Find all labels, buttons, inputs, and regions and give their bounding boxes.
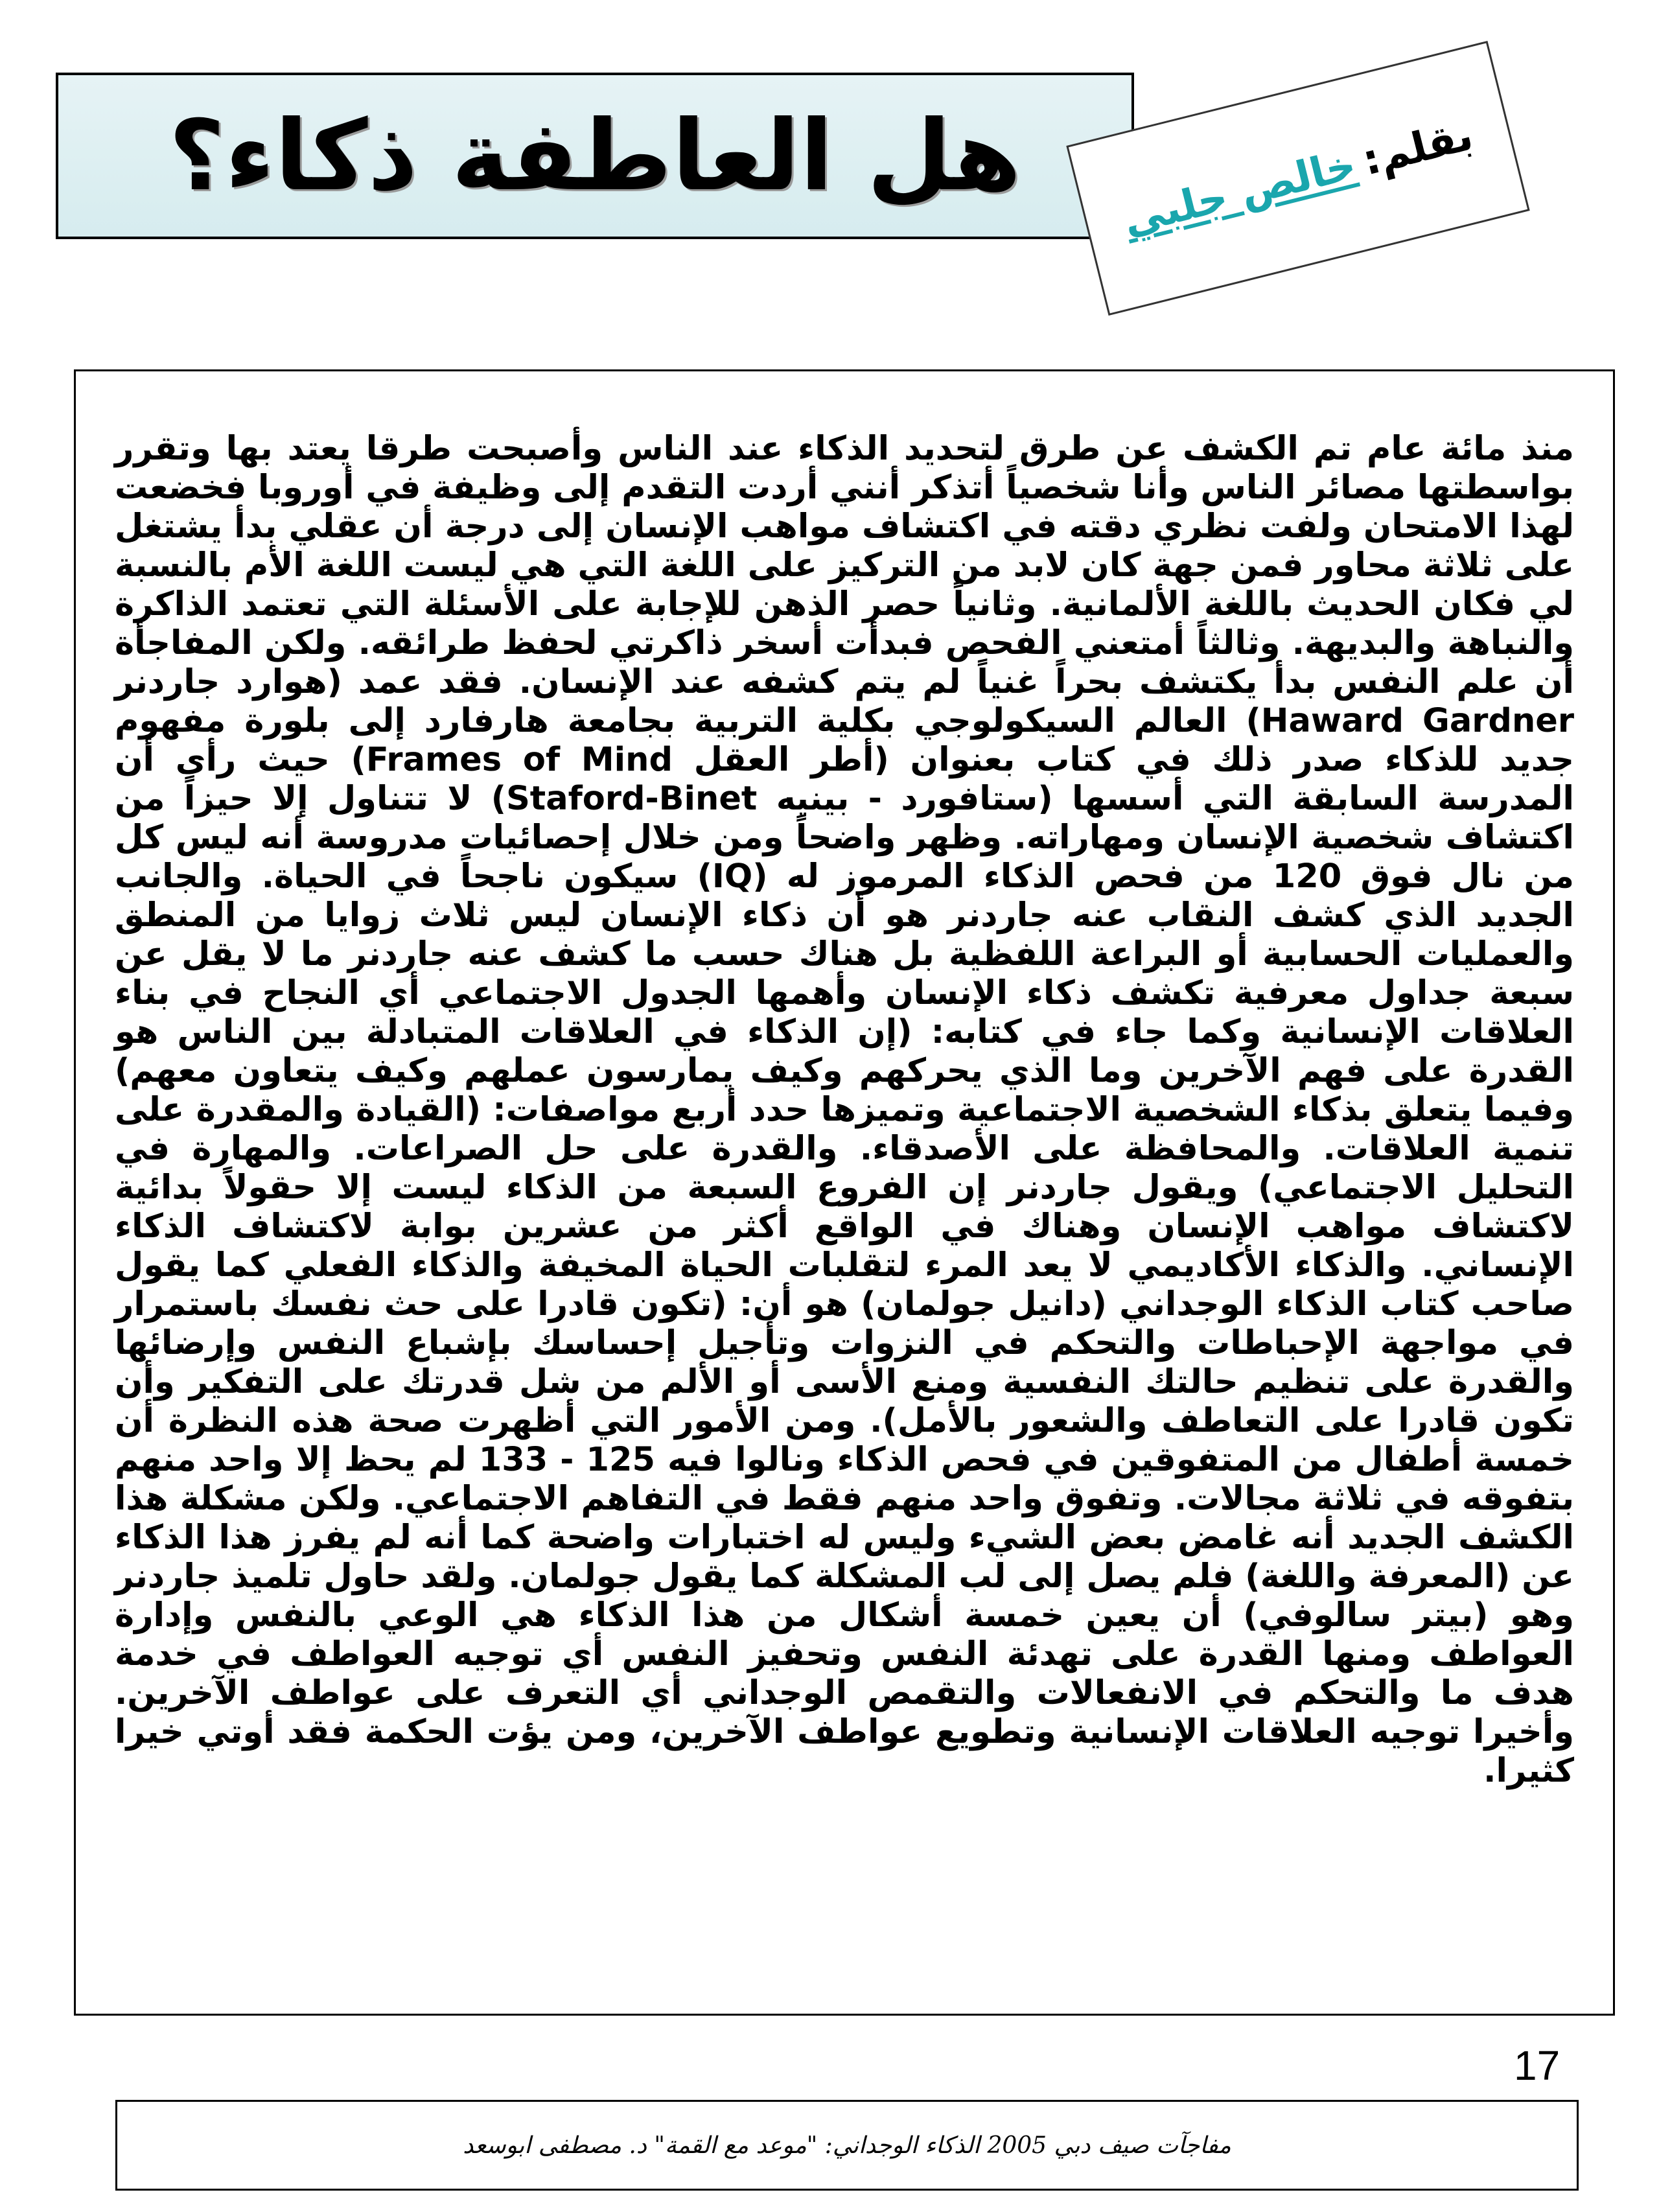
footer-frame — [115, 2100, 1579, 2191]
byline-label: بقلم: — [1358, 111, 1478, 185]
byline — [1119, 111, 1478, 245]
page-number: 17 — [1514, 2042, 1560, 2089]
page-title: هل العاطفة ذكاء؟ — [168, 99, 1021, 213]
byline-card — [1066, 41, 1529, 316]
article-frame — [74, 369, 1615, 2016]
footer-caption: مفاجآت صيف دبي 2005 الذكاء الوجداني: "موعد مع القمة" د. مصطفى ابوسعد — [463, 2132, 1231, 2159]
title-banner — [56, 73, 1134, 239]
author-link[interactable]: خالص جلبي — [1118, 141, 1361, 245]
article-body: منذ مائة عام تم الكشف عن طرق لتحديد الذكاء عند الناس وأصبحت طرقا يعتد بها وتقرر بواسطتها مصائر الناس وأنا شخصياً أتذكر أنني أردت التقدم إلى وظيفة في أوروبا فخضعت لهذا الامتحان ولفت نظري دقته في اكتشاف مواهب الإنسان إلى درجة أن عقلي بدأ يشتغل على ثلاثة محاور فمن جهة كان لابد من التركيز على اللغة التي هي ليست اللغة الأم بالنسبة لي فكان الحديث باللغة الألمانية. وثانياً حصر الذهن للإجابة على الأسئلة التي تعتمد الذاكرة والنباهة والبديهة. وثالثاً أمتعني الفحص فبدأت أسخر ذاكرتي لحفظ طرائقه. ولكن المفاجأة أن علم النفس بدأ يكتشف بحراً غنياً لم يتم كشفه عند الإنسان. فقد عمد (هوارد جاردنر Haward Gardner) العالم السيكولوجي بكلية التربية بجامعة هارفارد إلى بلورة مفهوم جديد للذكاء صدر ذلك في كتاب بعنوان (أطر العقل Frames of Mind) حيث رأى أن المدرسة السابقة التي أسسها (ستافورد - بينيه Staford-Binet) لا تتناول إلا حيزاً من اكتشاف شخصية الإنسان ومهاراته. وظهر واضحاً ومن خلال إحصائيات مدروسة أنه ليس كل من نال فوق 120 من فحص الذكاء المرموز له (IQ) سيكون ناجحاً في الحياة. والجانب الجديد الذي كشف النقاب عنه جاردنر هو أن ذكاء الإنسان ليس ثلاث زوايا من المنطق والعمليات الحسابية أو البراعة اللفظية بل هناك حسب ما كشف عنه جاردنر ما لا يقل عن سبعة جداول معرفية تكشف ذكاء الإنسان وأهمها الجدول الاجتماعي أي النجاح في بناء العلاقات الإنسانية وكما جاء في كتابه: (إن الذكاء في العلاقات المتبادلة بين الناس هو القدرة على فهم الآخرين وما الذي يحركهم وكيف يمارسون عملهم وكيف يتعاون معهم) وفيما يتعلق بذكاء الشخصية الاجتماعية وتميزها حدد أربع مواصفات: (القيادة والمقدرة على تنمية العلاقات. والمحافظة على الأصدقاء. والقدرة على حل الصراعات. والمهارة في التحليل الاجتماعي) ويقول جاردنر إن الفروع السبعة من الذكاء ليست إلا حقولاً بدائية لاكتشاف مواهب الإنسان وهناك في الواقع أكثر من عشرين بوابة لاكتشاف الذكاء الإنساني. والذكاء الأكاديمي لا يعد المرء لتقلبات الحياة المخيفة والذكاء الفعلي كما يقول صاحب كتاب الذكاء الوجداني (دانيل جولمان) هو أن: (تكون قادرا على حث نفسك باستمرار في مواجهة الإحباطات والتحكم في النزوات وتأجيل إحساسك بإشباع النفس وإرضائها والقدرة على تنظيم حالتك النفسية ومنع الأسى أو الألم من شل قدرتك على التفكير وأن تكون قادرا على التعاطف والشعور بالأمل). ومن الأمور التي أظهرت صحة هذه النظرة أن خمسة أطفال من المتفوقين في فحص الذكاء ونالوا فيه 125 - 133 لم يحظ إلا واحد منهم بتفوقه في ثلاثة مجالات. وتفوق واحد منهم فقط في التفاهم الاجتماعي. ولكن مشكلة هذا الكشف الجديد أنه غامض بعض الشيء وليس له اختبارات واضحة كما أنه لم يفرز هذا الذكاء عن (المعرفة واللغة) فلم يصل إلى لب المشكلة كما يقول جولمان. ولقد حاول تلميذ جاردنر وهو (بيتر سالوفي) أن يعين خمسة أشكال من هذا الذكاء هي الوعي بالنفس وإدارة العواطف ومنها القدرة على تهدئة النفس وتحفيز النفس أي توجيه العواطف في خدمة هدف ما والتحكم في الانفعالات والتقمص الوجداني أي التعرف على عواطف الآخرين. وأخيرا توجيه العلاقات الإنسانية وتطويع عواطف الآخرين، ومن يؤت الحكمة فقد أوتي خيرا كثيرا. — [115, 430, 1575, 1790]
